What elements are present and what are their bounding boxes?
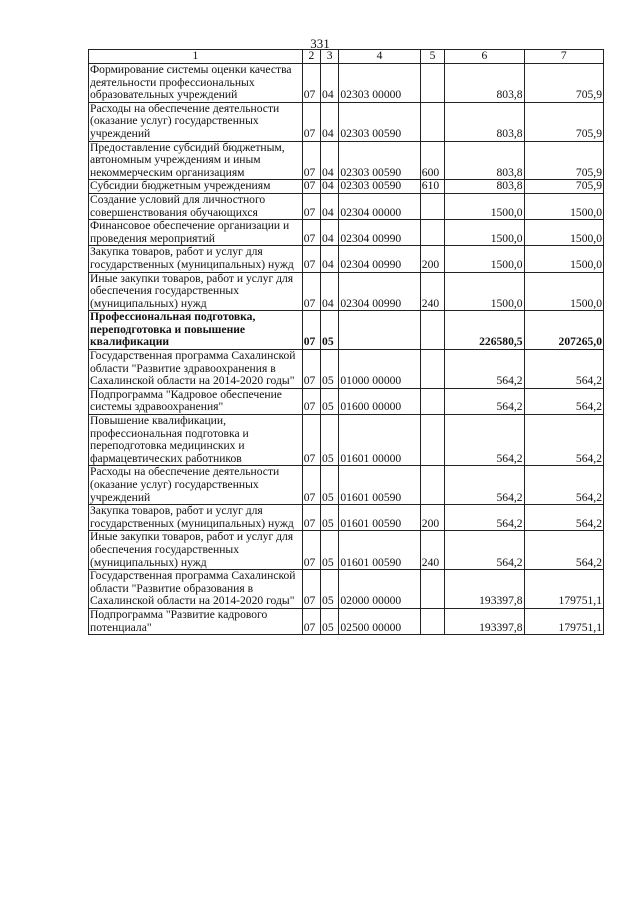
amount-col6-cell: 1500,0 bbox=[445, 193, 524, 219]
amount-col7-cell: 705,9 bbox=[524, 141, 603, 180]
subsection-code-cell: 05 bbox=[321, 505, 339, 531]
amount-col6-cell: 564,2 bbox=[445, 388, 524, 414]
row-name-cell: Иные закупки товаров, работ и услуг для обеспечения государственных (муниципальных) нужд bbox=[89, 272, 303, 311]
amount-col7-cell: 705,9 bbox=[524, 64, 603, 103]
target-article-cell: 02304 00990 bbox=[339, 246, 420, 272]
section-code-cell: 07 bbox=[302, 350, 320, 389]
amount-col7-cell: 564,2 bbox=[524, 388, 603, 414]
amount-col6-cell: 564,2 bbox=[445, 350, 524, 389]
expense-type-cell: 200 bbox=[420, 246, 444, 272]
row-name-cell: Государственная программа Сахалинской области "Развитие образования в Сахалинской области на 2014-2020 годы" bbox=[89, 570, 303, 609]
subsection-code-cell: 04 bbox=[321, 64, 339, 103]
amount-col7-cell: 705,9 bbox=[524, 180, 603, 194]
section-code-cell: 07 bbox=[302, 64, 320, 103]
subsection-code-cell: 04 bbox=[321, 193, 339, 219]
subsection-code-cell: 05 bbox=[321, 466, 339, 505]
subsection-code-cell: 04 bbox=[321, 246, 339, 272]
target-article-cell: 01601 00590 bbox=[339, 466, 420, 505]
table-row bbox=[89, 466, 604, 505]
subsection-code-cell: 04 bbox=[321, 141, 339, 180]
target-article-cell: 01601 00000 bbox=[339, 415, 420, 466]
column-header: 5 bbox=[420, 50, 444, 64]
amount-col7-cell: 1500,0 bbox=[524, 246, 603, 272]
amount-col6-cell: 803,8 bbox=[445, 141, 524, 180]
expense-type-cell bbox=[420, 220, 444, 246]
target-article-cell: 01000 00000 bbox=[339, 350, 420, 389]
target-article-cell: 02500 00000 bbox=[339, 608, 420, 634]
amount-col7-cell: 207265,0 bbox=[524, 311, 603, 350]
budget-table bbox=[88, 49, 604, 635]
amount-col6-cell: 803,8 bbox=[445, 180, 524, 194]
table-row bbox=[89, 608, 604, 634]
row-name-cell: Создание условий для личностного совершенствования обучающихся bbox=[89, 193, 303, 219]
subsection-code-cell: 04 bbox=[321, 180, 339, 194]
column-header: 2 bbox=[302, 50, 320, 64]
table-row bbox=[89, 531, 604, 570]
section-code-cell: 07 bbox=[302, 608, 320, 634]
row-name-cell: Предоставление субсидий бюджетным, автономным учреждениям и иным некоммерческим организациям bbox=[89, 141, 303, 180]
target-article-cell: 02304 00000 bbox=[339, 193, 420, 219]
amount-col6-cell: 1500,0 bbox=[445, 272, 524, 311]
amount-col7-cell: 564,2 bbox=[524, 466, 603, 505]
section-code-cell: 07 bbox=[302, 141, 320, 180]
section-code-cell: 07 bbox=[302, 193, 320, 219]
row-name-cell: Повышение квалификации, профессиональная подготовка и переподготовка медицинских и фармацевтических работников bbox=[89, 415, 303, 466]
expense-type-cell bbox=[420, 608, 444, 634]
row-name-cell: Субсидии бюджетным учреждениям bbox=[89, 180, 303, 194]
amount-col6-cell: 193397,8 bbox=[445, 608, 524, 634]
table-row bbox=[89, 272, 604, 311]
subsection-code-cell: 05 bbox=[321, 570, 339, 609]
amount-col7-cell: 564,2 bbox=[524, 531, 603, 570]
subsection-code-cell: 05 bbox=[321, 350, 339, 389]
column-header: 7 bbox=[524, 50, 603, 64]
amount-col6-cell: 1500,0 bbox=[445, 220, 524, 246]
row-name-cell: Закупка товаров, работ и услуг для государственных (муниципальных) нужд bbox=[89, 246, 303, 272]
amount-col7-cell: 564,2 bbox=[524, 415, 603, 466]
expense-type-cell bbox=[420, 466, 444, 505]
target-article-cell: 02304 00990 bbox=[339, 272, 420, 311]
row-name-cell: Расходы на обеспечение деятельности (оказание услуг) государственных учреждений bbox=[89, 466, 303, 505]
expense-type-cell: 610 bbox=[420, 180, 444, 194]
section-code-cell: 07 bbox=[302, 388, 320, 414]
expense-type-cell bbox=[420, 64, 444, 103]
amount-col7-cell: 564,2 bbox=[524, 350, 603, 389]
section-code-cell: 07 bbox=[302, 531, 320, 570]
section-code-cell: 07 bbox=[302, 180, 320, 194]
table-row bbox=[89, 311, 604, 350]
column-header: 3 bbox=[321, 50, 339, 64]
expense-type-cell bbox=[420, 102, 444, 141]
table-row bbox=[89, 220, 604, 246]
table-row bbox=[89, 180, 604, 194]
table-header-row bbox=[89, 50, 604, 64]
amount-col6-cell: 564,2 bbox=[445, 466, 524, 505]
target-article-cell: 02303 00590 bbox=[339, 141, 420, 180]
table-row bbox=[89, 570, 604, 609]
row-name-cell: Государственная программа Сахалинской области "Развитие здравоохранения в Сахалинской области на 2014-2020 годы" bbox=[89, 350, 303, 389]
amount-col7-cell: 1500,0 bbox=[524, 272, 603, 311]
section-code-cell: 07 bbox=[302, 570, 320, 609]
target-article-cell: 02303 00590 bbox=[339, 180, 420, 194]
subsection-code-cell: 04 bbox=[321, 272, 339, 311]
amount-col7-cell: 1500,0 bbox=[524, 220, 603, 246]
target-article-cell: 02000 00000 bbox=[339, 570, 420, 609]
expense-type-cell bbox=[420, 311, 444, 350]
table-body bbox=[89, 64, 604, 635]
row-name-cell: Финансовое обеспечение организации и проведения мероприятий bbox=[89, 220, 303, 246]
amount-col7-cell: 1500,0 bbox=[524, 193, 603, 219]
row-name-cell: Иные закупки товаров, работ и услуг для обеспечения государственных (муниципальных) нужд bbox=[89, 531, 303, 570]
target-article-cell: 02304 00990 bbox=[339, 220, 420, 246]
expense-type-cell bbox=[420, 415, 444, 466]
section-code-cell: 07 bbox=[302, 246, 320, 272]
amount-col6-cell: 193397,8 bbox=[445, 570, 524, 609]
target-article-cell: 01600 00000 bbox=[339, 388, 420, 414]
target-article-cell bbox=[339, 311, 420, 350]
section-code-cell: 07 bbox=[302, 311, 320, 350]
table-row bbox=[89, 193, 604, 219]
table-row bbox=[89, 350, 604, 389]
amount-col7-cell: 705,9 bbox=[524, 102, 603, 141]
subsection-code-cell: 05 bbox=[321, 388, 339, 414]
row-name-cell: Профессиональная подготовка, переподготовка и повышение квалификации bbox=[89, 311, 303, 350]
table-row bbox=[89, 141, 604, 180]
table-row bbox=[89, 102, 604, 141]
expense-type-cell: 240 bbox=[420, 531, 444, 570]
expense-type-cell bbox=[420, 350, 444, 389]
amount-col6-cell: 564,2 bbox=[445, 505, 524, 531]
section-code-cell: 07 bbox=[302, 102, 320, 141]
row-name-cell: Подпрограмма "Развитие кадрового потенциала" bbox=[89, 608, 303, 634]
section-code-cell: 07 bbox=[302, 220, 320, 246]
table-row bbox=[89, 246, 604, 272]
table-row bbox=[89, 64, 604, 103]
row-name-cell: Закупка товаров, работ и услуг для государственных (муниципальных) нужд bbox=[89, 505, 303, 531]
section-code-cell: 07 bbox=[302, 466, 320, 505]
row-name-cell: Подпрограмма "Кадровое обеспечение системы здравоохранения" bbox=[89, 388, 303, 414]
amount-col6-cell: 803,8 bbox=[445, 64, 524, 103]
column-header: 4 bbox=[339, 50, 420, 64]
section-code-cell: 07 bbox=[302, 272, 320, 311]
subsection-code-cell: 04 bbox=[321, 102, 339, 141]
column-header: 6 bbox=[445, 50, 524, 64]
amount-col7-cell: 179751,1 bbox=[524, 608, 603, 634]
expense-type-cell bbox=[420, 193, 444, 219]
target-article-cell: 01601 00590 bbox=[339, 505, 420, 531]
target-article-cell: 02303 00000 bbox=[339, 64, 420, 103]
amount-col7-cell: 564,2 bbox=[524, 505, 603, 531]
subsection-code-cell: 05 bbox=[321, 608, 339, 634]
page-number: 331 bbox=[310, 36, 330, 51]
subsection-code-cell: 04 bbox=[321, 220, 339, 246]
row-name-cell: Формирование системы оценки качества деятельности профессиональных образовательных учреждений bbox=[89, 64, 303, 103]
subsection-code-cell: 05 bbox=[321, 311, 339, 350]
amount-col6-cell: 803,8 bbox=[445, 102, 524, 141]
amount-col6-cell: 226580,5 bbox=[445, 311, 524, 350]
expense-type-cell: 240 bbox=[420, 272, 444, 311]
expense-type-cell bbox=[420, 388, 444, 414]
table-row bbox=[89, 505, 604, 531]
amount-col6-cell: 564,2 bbox=[445, 531, 524, 570]
section-code-cell: 07 bbox=[302, 505, 320, 531]
amount-col7-cell: 179751,1 bbox=[524, 570, 603, 609]
subsection-code-cell: 05 bbox=[321, 531, 339, 570]
table-row bbox=[89, 388, 604, 414]
amount-col6-cell: 1500,0 bbox=[445, 246, 524, 272]
expense-type-cell: 200 bbox=[420, 505, 444, 531]
expense-type-cell: 600 bbox=[420, 141, 444, 180]
target-article-cell: 01601 00590 bbox=[339, 531, 420, 570]
target-article-cell: 02303 00590 bbox=[339, 102, 420, 141]
column-header: 1 bbox=[89, 50, 303, 64]
table-row bbox=[89, 415, 604, 466]
expense-type-cell bbox=[420, 570, 444, 609]
amount-col6-cell: 564,2 bbox=[445, 415, 524, 466]
section-code-cell: 07 bbox=[302, 415, 320, 466]
subsection-code-cell: 05 bbox=[321, 415, 339, 466]
row-name-cell: Расходы на обеспечение деятельности (оказание услуг) государственных учреждений bbox=[89, 102, 303, 141]
